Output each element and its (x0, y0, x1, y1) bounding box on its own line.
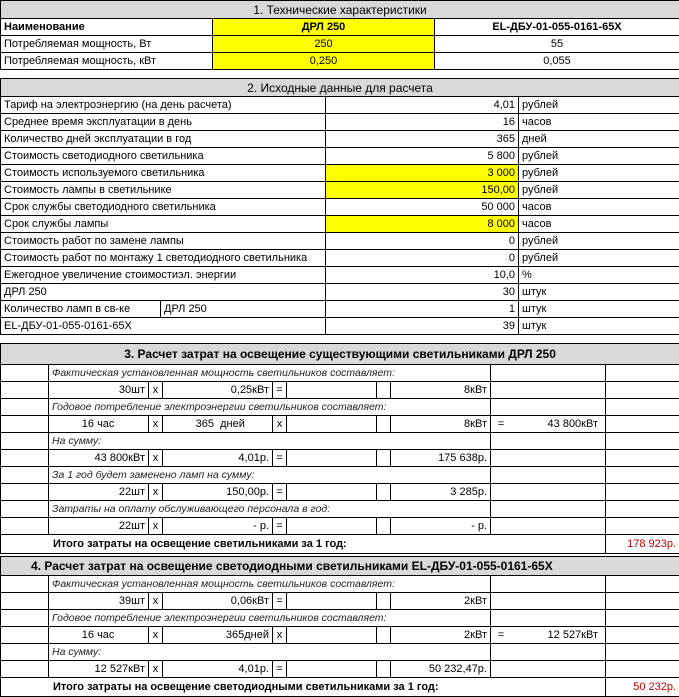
input-row-value[interactable]: 3 000 (326, 165, 519, 182)
led-total-label: Итого затраты на освещение светодиодными светильниками за 1 год: (1, 678, 606, 697)
input-row-unit: часов (519, 216, 679, 233)
col-led-header: EL-ДБУ-01-055-0161-65Х (435, 19, 679, 36)
power-w-label: Потребляемая мощность, Вт (1, 36, 213, 53)
equals-sign: = (273, 518, 287, 535)
calc-operand[interactable]: 22шт (49, 518, 149, 535)
calc-operand[interactable]: 0,25кВт (163, 382, 273, 399)
input-row-label: EL-ДБУ-01-055-0161-65Х (1, 318, 326, 335)
input-row-label: Среднее время эксплуатации в день (1, 114, 326, 131)
equals-sign: = (273, 484, 287, 501)
calc-operand[interactable]: 43 800кВт (49, 450, 149, 467)
multiply-sign: x (149, 593, 163, 610)
multiply-sign: x (149, 661, 163, 678)
equals-sign: = (273, 382, 287, 399)
input-row-value[interactable]: 39 (326, 318, 519, 335)
input-row-unit: рублей (519, 182, 679, 199)
input-row-value[interactable]: 10,0 (326, 267, 519, 284)
power-kw-led[interactable]: 0,055 (435, 53, 679, 70)
input-row-unit: рублей (519, 148, 679, 165)
input-row-value[interactable]: 0 (326, 233, 519, 250)
input-data-table (0, 78, 679, 335)
input-row-value[interactable]: 16 (326, 114, 519, 131)
calc-result[interactable]: 3 285р. (391, 484, 491, 501)
input-row-label: Стоимость работ по замене лампы (1, 233, 326, 250)
input-row-label: Количество дней эксплуатации в год (1, 131, 326, 148)
calc-operand[interactable]: 12 527кВт (49, 661, 149, 678)
input-row-value[interactable]: 30 (326, 284, 519, 301)
calc-note: Фактическая установленная мощность светильников составляет: (49, 365, 491, 382)
calc-operand[interactable]: - р. (163, 518, 273, 535)
col-name-header: Наименование (1, 19, 213, 36)
calc-result[interactable]: 2кВт (391, 593, 491, 610)
input-row-label: ДРЛ 250 (1, 284, 326, 301)
power-w-led[interactable]: 55 (435, 36, 679, 53)
power-w-drl[interactable]: 250 (213, 36, 435, 53)
power-kw-drl[interactable]: 0,250 (213, 53, 435, 70)
calc-operand[interactable]: 365 дней (163, 416, 273, 433)
calc-operand[interactable]: 4,01р. (163, 661, 273, 678)
led-total-value[interactable]: 50 232р. (606, 678, 679, 697)
multiply-sign: x (149, 450, 163, 467)
input-row-value[interactable]: 4,01 (326, 97, 519, 114)
calc-note: На сумму: (49, 644, 491, 661)
col-drl-header: ДРЛ 250 (213, 19, 435, 36)
power-kw-label: Потребляемая мощность, кВт (1, 53, 213, 70)
calc-operand[interactable]: 16 час (49, 627, 149, 644)
input-row-unit: рублей (519, 97, 679, 114)
calc-note: Фактическая установленная мощность светильников составляет: (49, 576, 491, 593)
calc-result[interactable]: 8кВт (391, 382, 491, 399)
input-row-unit: рублей (519, 250, 679, 267)
calc-note: Годовое потребление электроэнергии светильников составляет: (49, 610, 491, 627)
calc-result[interactable]: - р. (391, 518, 491, 535)
multiply-sign: x (273, 416, 287, 433)
calc-operand[interactable]: 30шт (49, 382, 149, 399)
input-row-label: Стоимость используемого светильника (1, 165, 326, 182)
input-row-value[interactable]: 8 000 (326, 216, 519, 233)
input-row-unit: штук (519, 318, 679, 335)
section-1-title: 1. Технические характеристики (1, 1, 679, 19)
calc-result[interactable]: = 12 527кВт (491, 627, 606, 644)
multiply-sign: x (273, 627, 287, 644)
equals-sign: = (273, 450, 287, 467)
input-row-label: Стоимость светодиодного светильника (1, 148, 326, 165)
calc-result[interactable]: 50 232,47р. (391, 661, 491, 678)
input-row-value[interactable]: 5 800 (326, 148, 519, 165)
calc-operand[interactable]: 4,01р. (163, 450, 273, 467)
calc-operand[interactable]: 2кВт (391, 627, 491, 644)
multiply-sign: x (149, 627, 163, 644)
section-4-title: 4. Расчет затрат на освещение светодиодными светильниками EL-ДБУ-01-055-0161-65Х (1, 557, 679, 576)
input-row-value[interactable]: 0 (326, 250, 519, 267)
input-row-value[interactable]: 50 000 (326, 199, 519, 216)
input-row-label: Тариф на электроэнергию (на день расчета) (1, 97, 326, 114)
multiply-sign: x (149, 382, 163, 399)
equals-sign: = (273, 593, 287, 610)
input-row-label: Стоимость лампы в светильнике (1, 182, 326, 199)
calc-operand[interactable]: 16 час (49, 416, 149, 433)
calc-operand[interactable]: 8кВт (391, 416, 491, 433)
input-row-unit: часов (519, 199, 679, 216)
input-row-value[interactable]: 150,00 (326, 182, 519, 199)
calc-operand[interactable]: 365дней (163, 627, 273, 644)
input-row-mid: ДРЛ 250 (161, 301, 326, 318)
equals-sign: = (273, 661, 287, 678)
section-2-title: 2. Исходные данные для расчета (1, 79, 679, 97)
drl-total-value[interactable]: 178 923р. (606, 535, 679, 554)
multiply-sign: x (149, 484, 163, 501)
calc-note: За 1 год будет заменено ламп на сумму: (49, 467, 491, 484)
input-row-unit: штук (519, 301, 679, 318)
input-row-label: Количество ламп в св-ке (1, 301, 161, 318)
calc-note: Годовое потребление электроэнергии светильников составляет: (49, 399, 491, 416)
multiply-sign: x (149, 416, 163, 433)
calc-operand[interactable]: 22шт (49, 484, 149, 501)
calc-note: Затраты на оплату обслуживающего персонала в год: (49, 501, 491, 518)
calc-result[interactable]: = 43 800кВт (491, 416, 606, 433)
input-row-unit: % (519, 267, 679, 284)
drl-total-label: Итого затраты на освещение светильниками за 1 год: (1, 535, 606, 554)
calc-operand[interactable]: 39шт (49, 593, 149, 610)
led-calc-table (0, 556, 679, 697)
input-row-label: Срок службы лампы (1, 216, 326, 233)
calc-operand[interactable]: 0,06кВт (163, 593, 273, 610)
input-row-unit: рублей (519, 165, 679, 182)
input-row-label: Стоимость работ по монтажу 1 светодиодного светильника (1, 250, 326, 267)
input-row-value[interactable]: 365 (326, 131, 519, 148)
input-row-label: Ежегодное увеличение стоимостиэл. энергии (1, 267, 326, 284)
input-row-unit: часов (519, 114, 679, 131)
calc-result[interactable]: 175 638р. (391, 450, 491, 467)
multiply-sign: x (149, 518, 163, 535)
drl-calc-table (0, 343, 679, 554)
input-row-unit: дней (519, 131, 679, 148)
input-row-unit: штук (519, 284, 679, 301)
input-row-unit: рублей (519, 233, 679, 250)
input-row-value[interactable]: 1 (326, 301, 519, 318)
calc-operand[interactable]: 150,00р. (163, 484, 273, 501)
input-row-label: Срок службы светодиодного светильника (1, 199, 326, 216)
section-3-title: 3. Расчет затрат на освещение существующими светильниками ДРЛ 250 (1, 344, 679, 365)
tech-specs-table (0, 0, 679, 70)
calc-note: На сумму: (49, 433, 491, 450)
